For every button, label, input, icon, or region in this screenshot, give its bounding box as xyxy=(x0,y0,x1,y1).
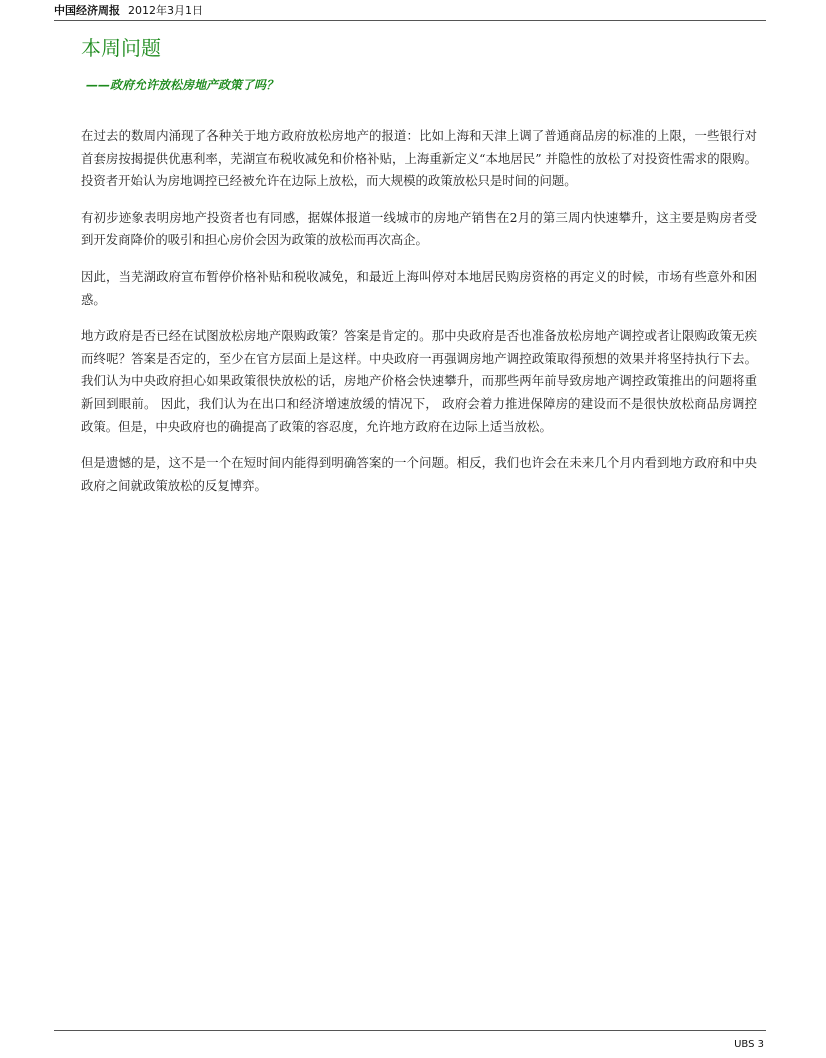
paragraph-4: 地方政府是否已经在试图放松房地产限购政策？答案是肯定的。那中央政府是否也准备放松房地产调控或者让限购政策无疾而终呢？答案是否定的，至少在官方层面上是这样。中央政府一再强调房地产调控政策取得预想的效果并将坚持执行下去。我们认为中央政府担心如果政策很快放松的话，房地产价格会快速攀升，而那些两年前导致房地产调控政策推出的问题将重新回到眼前。 因此，我们认为在出口和经济增速放缓的情况下， 政府会着力推进保障房的建设而不是很快放松商品房调控政策。但是，中央政府也的确提高了政策的容忍度，允许地方政府在边际上适当放松。 xyxy=(81,328,757,434)
page-title: 本周问题 xyxy=(81,36,161,60)
publication-name: 中国经济周报 xyxy=(54,4,120,17)
page-subtitle: ——政府允许放松房地产政策了吗？ xyxy=(86,78,279,92)
paragraph-2: 有初步迹象表明房地产投资者也有同感，据媒体报道一线城市的房地产销售在2月的第三周内快速攀升，这主要是购房者受到开发商降价的吸引和担心房价会因为政策的放松而再次高企。 xyxy=(81,209,757,248)
issue-date: 2012年3月1日 xyxy=(128,4,203,17)
paragraph-1: 在过去的数周内涌现了各种关于地方政府放松房地产的报道：比如上海和天津上调了普通商品房的标准的上限，一些银行对首套房按揭提供优惠利率，芜湖宣布税收减免和价格补贴，上海重新定义“本地居民” 并隐性的放松了对投资性需求的限购。 投资者开始认为房地调控已经被允许在边际上放松，而大规模的政策放松只是时间的问题。 xyxy=(81,128,757,189)
paragraph-3: 因此，当芜湖政府宣布暂停价格补贴和税收减免，和最近上海叫停对本地居民购房资格的再定义的时候，市场有些意外和困惑。 xyxy=(81,268,757,307)
header-divider xyxy=(54,20,766,21)
footer-divider xyxy=(54,1030,766,1031)
article-body xyxy=(81,125,757,511)
paragraph-5: 但是遗憾的是，这不是一个在短时间内能得到明确答案的一个问题。相反，我们也许会在未来几个月内看到地方政府和中央政府之间就政策放松的反复博弈。 xyxy=(81,455,757,493)
page-number: UBS 3 xyxy=(734,1039,764,1050)
